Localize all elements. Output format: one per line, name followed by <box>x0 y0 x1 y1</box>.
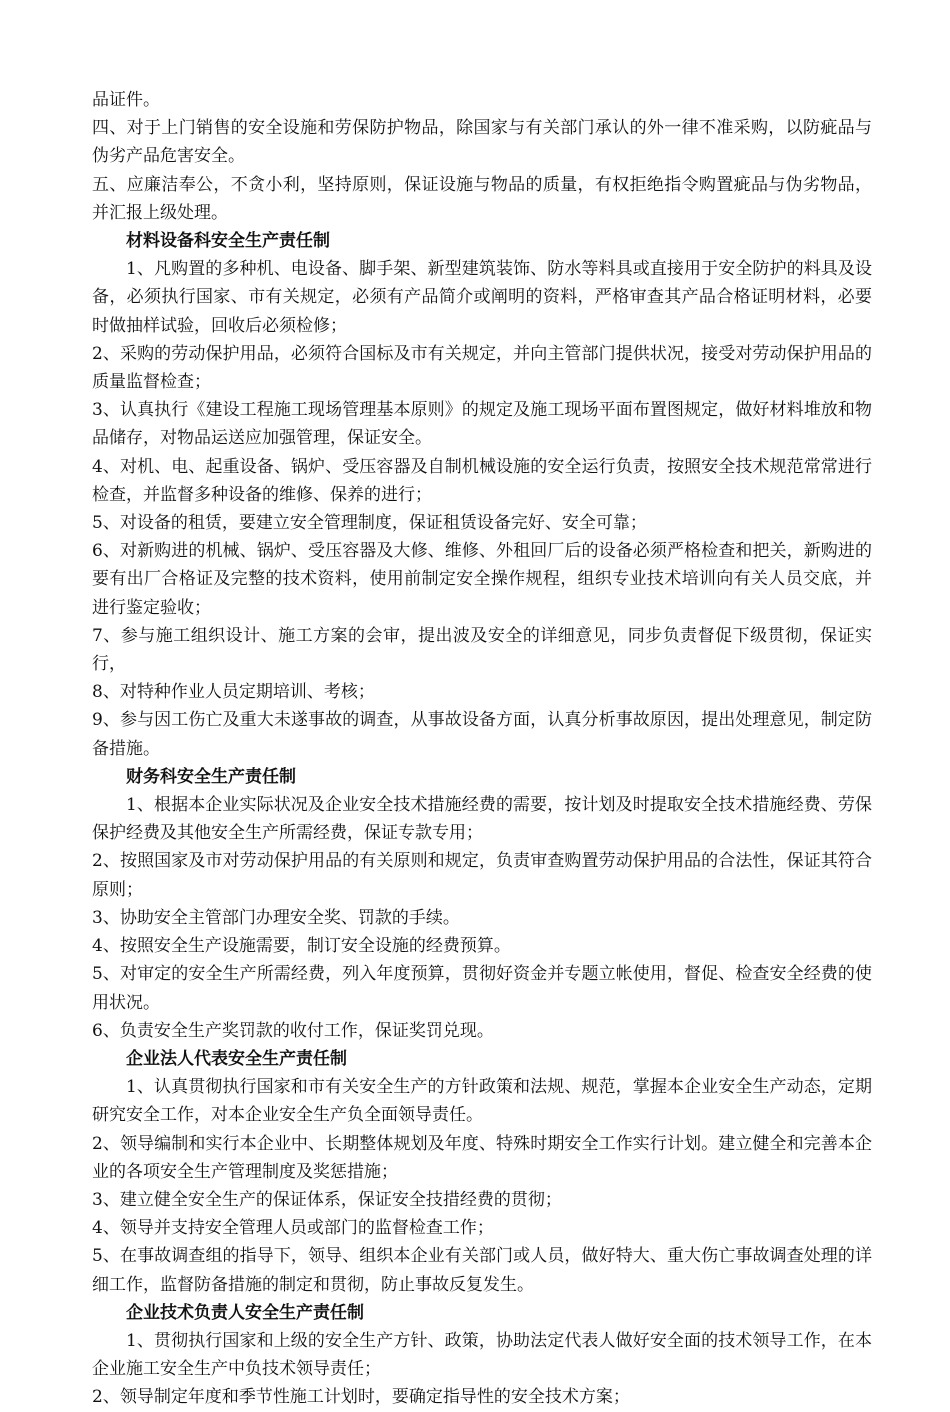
paragraph: 5、对设备的租赁，要建立安全管理制度，保证租赁设备完好、安全可靠； <box>92 513 647 534</box>
paragraph: 五、应廉洁奉公，不贪小利，坚持原则，保证设施与物品的质量，有权拒绝指令购置疵品与伪劣物品，并汇报上级处理。 <box>92 174 872 223</box>
paragraph: 4、对机、电、起重设备、锅炉、受压容器及自制机械设施的安全运行负责，按照安全技术规范常常进行检查，并监督多种设备的维修、保养的进行； <box>92 456 872 505</box>
paragraph: 4、领导并支持安全管理人员或部门的监督检查工作； <box>92 1218 494 1239</box>
paragraph: 2、按照国家及市对劳动保护用品的有关原则和规定，负责审查购置劳动保护用品的合法性，保证其符合原则； <box>92 851 872 900</box>
paragraph: 3、建立健全安全生产的保证体系，保证安全技措经费的贯彻； <box>92 1189 562 1210</box>
paragraph: 3、认真执行《建设工程施工现场管理基本原则》的规定及施工现场平面布置图规定，做好材料堆放和物品储存，对物品运送应加强管理，保证安全。 <box>92 400 872 449</box>
paragraph: 1、认真贯彻执行国家和市有关安全生产的方针政策和法规、规范，掌握本企业安全生产动态，定期研究安全工作，对本企业安全生产负全面领导责任。 <box>92 1077 872 1126</box>
section-heading: 企业法人代表安全生产责任制 <box>126 1048 347 1069</box>
paragraph: 2、采购的劳动保护用品，必须符合国标及市有关规定，并向主管部门提供状况，接受对劳动保护用品的质量监督检查； <box>92 343 872 393</box>
paragraph: 5、对审定的安全生产所需经费，列入年度预算，贯彻好资金并专题立帐使用，督促、检查安全经费的使用状况。 <box>92 964 872 1013</box>
document-body <box>92 86 872 1412</box>
paragraph: 1、根据本企业实际状况及企业安全技术措施经费的需要，按计划及时提取安全技术措施经费、劳保保护经费及其他安全生产所需经费，保证专款专用； <box>92 795 872 844</box>
paragraph: 6、对新购进的机械、锅炉、受压容器及大修、维修、外租回厂后的设备必须严格检查和把关，新购进的要有出厂合格证及完整的技术资料，使用前制定安全操作规程，组织专业技术培训向有关人员交底，并进行鉴定验收； <box>92 541 872 618</box>
paragraph: 8、对特种作业人员定期培训、考核； <box>92 682 375 703</box>
paragraph: 5、在事故调查组的指导下，领导、组织本企业有关部门或人员，做好特大、重大伤亡事故调查处理的详细工作，监督防备措施的制定和贯彻，防止事故反复发生。 <box>92 1246 872 1295</box>
paragraph: 四、对于上门销售的安全设施和劳保防护物品，除国家与有关部门承认的外一律不准采购，以防疵品与伪劣产品危害安全。 <box>92 118 872 167</box>
paragraph: 7、参与施工组织设计、施工方案的会审，提出波及安全的详细意见，同步负责督促下级贯彻，保证实行， <box>92 625 872 675</box>
paragraph: 3、协助安全主管部门办理安全奖、罚款的手续。 <box>92 907 460 928</box>
paragraph: 6、负责安全生产奖罚款的收付工作，保证奖罚兑现。 <box>92 1020 494 1041</box>
paragraph: 品证件。 <box>92 90 160 110</box>
paragraph: 2、领导编制和实行本企业中、长期整体规划及年度、特殊时期安全工作实行计划。建立健全和完善本企业的各项安全生产管理制度及奖惩措施； <box>92 1133 872 1182</box>
paragraph: 4、按照安全生产设施需要，制订安全设施的经费预算。 <box>92 936 511 957</box>
section-heading: 财务科安全生产责任制 <box>126 766 296 787</box>
paragraph: 2、领导制定年度和季节性施工计划时，要确定指导性的安全技术方案； <box>92 1387 630 1408</box>
section-heading: 企业技术负责人安全生产责任制 <box>126 1302 364 1323</box>
paragraph: 1、凡购置的多种机、电设备、脚手架、新型建筑装饰、防水等料具或直接用于安全防护的料具及设备，必须执行国家、市有关规定，必须有产品简介或阐明的资料，严格审查其产品合格证明材料，必要时做抽样试验，回收后必须检修； <box>92 259 872 336</box>
paragraph: 9、参与因工伤亡及重大未遂事故的调查，从事故设备方面，认真分析事故原因，提出处理意见，制定防备措施。 <box>92 710 872 759</box>
section-heading: 材料设备科安全生产责任制 <box>126 231 330 252</box>
paragraph: 1、贯彻执行国家和上级的安全生产方针、政策，协助法定代表人做好安全面的技术领导工作，在本企业施工安全生产中负技术领导责任； <box>92 1330 872 1380</box>
